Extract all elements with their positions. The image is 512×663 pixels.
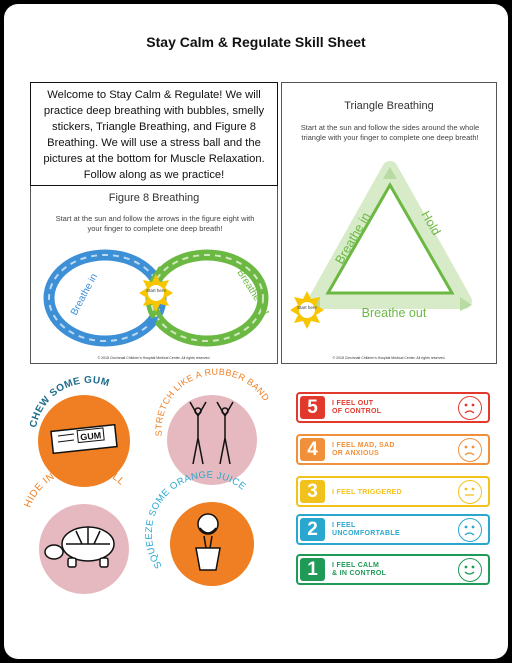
- sun-icon: [139, 274, 173, 312]
- hide-shell-label: HIDE IN YOUR SHELL: [22, 462, 127, 510]
- figure8-sun-label: Start here: [146, 288, 166, 293]
- scale-text: [332, 442, 395, 458]
- scale-number: 3: [300, 480, 325, 503]
- welcome-box: Welcome to Stay Calm & Regulate! We will practice deep breathing with bubbles, smelly stickers, Triangle Breathing, and Figure 8 Breathing. We will use a stress ball and the pictures at the bottom for Muscle Relaxation. Follow along as we practice!: [30, 82, 278, 186]
- scale-text: [332, 489, 402, 497]
- scale-row-4: [296, 434, 490, 465]
- gum-pack-text: GUM: [79, 430, 102, 443]
- scale-number: 5: [300, 396, 325, 419]
- rubber-band-card: [154, 367, 272, 485]
- figure8-instructions: Start at the sun and follow the arrows in the figure eight with your finger to complete one deep breath!: [55, 214, 255, 233]
- face-angry-icon: [458, 396, 482, 420]
- scale-text: [332, 400, 381, 416]
- figure8-diagram: [31, 186, 279, 364]
- orange-juice-label: SQUEEZE SOME ORANGE JUICE: [143, 469, 248, 571]
- face-happy-icon: [458, 558, 482, 582]
- face-sad-icon: [458, 438, 482, 462]
- scale-text-line: I FEEL CALM: [332, 562, 380, 569]
- page-title: Stay Calm & Regulate Skill Sheet: [146, 34, 366, 50]
- triangle-left-label: Breathe in: [332, 210, 374, 267]
- chew-gum-label: CHEW SOME GUM: [28, 374, 111, 429]
- triangle-sun-label: Start here: [297, 305, 317, 310]
- skill-sheet-page: [4, 4, 508, 659]
- figure8-panel: [30, 186, 278, 364]
- scale-row-3: [296, 476, 490, 507]
- scale-number: 1: [300, 558, 325, 581]
- figure8-left-label: Breathe in: [68, 271, 101, 318]
- scale-text: [332, 562, 386, 578]
- scale-text-line: OF CONTROL: [332, 408, 382, 415]
- scale-text-line: I FEEL: [332, 522, 356, 529]
- scale-text-line: I FEEL OUT: [332, 400, 374, 407]
- rubber-band-label: STRETCH LIKE A RUBBER BAND: [153, 366, 272, 437]
- scale-row-2: [296, 514, 490, 545]
- scale-text-line: I FEEL TRIGGERED: [332, 489, 403, 496]
- scale-number: 2: [300, 518, 325, 541]
- figure8-title: Figure 8 Breathing: [108, 192, 200, 204]
- orange-juice-card: [144, 470, 254, 586]
- scale-row-1: [296, 554, 490, 585]
- face-uneasy-icon: [458, 518, 482, 542]
- triangle-right-label: Hold: [418, 208, 444, 238]
- scale-text: [332, 522, 400, 538]
- muscle-relaxation-area: [16, 366, 286, 611]
- triangle-instructions: Start at the sun and follow the sides around the whole triangle with your finger to complete one deep breath!: [300, 123, 480, 142]
- scale-text-line: OR ANXIOUS: [332, 450, 380, 457]
- scale-number: 4: [300, 438, 325, 461]
- triangle-copyright: © 2018 Cincinnati Children's Hospital Medical Center. All rights reserved.: [332, 356, 446, 360]
- figure8-right-label: Breathe out: [234, 267, 272, 318]
- triangle-bottom-label: Breathe out: [361, 306, 427, 320]
- triangle-diagram: [282, 83, 498, 365]
- scale-text-line: UNCOMFORTABLE: [332, 530, 400, 537]
- triangle-title: Triangle Breathing: [344, 100, 434, 112]
- face-neutral-icon: [458, 480, 482, 504]
- scale-text-line: I FEEL MAD, SAD: [332, 442, 395, 449]
- triangle-panel: [281, 82, 497, 364]
- figure8-copyright: © 2018 Cincinnati Children's Hospital Medical Center. All rights reserved.: [97, 356, 211, 360]
- scale-text-line: & IN CONTROL: [332, 570, 387, 577]
- scale-row-5: [296, 392, 490, 423]
